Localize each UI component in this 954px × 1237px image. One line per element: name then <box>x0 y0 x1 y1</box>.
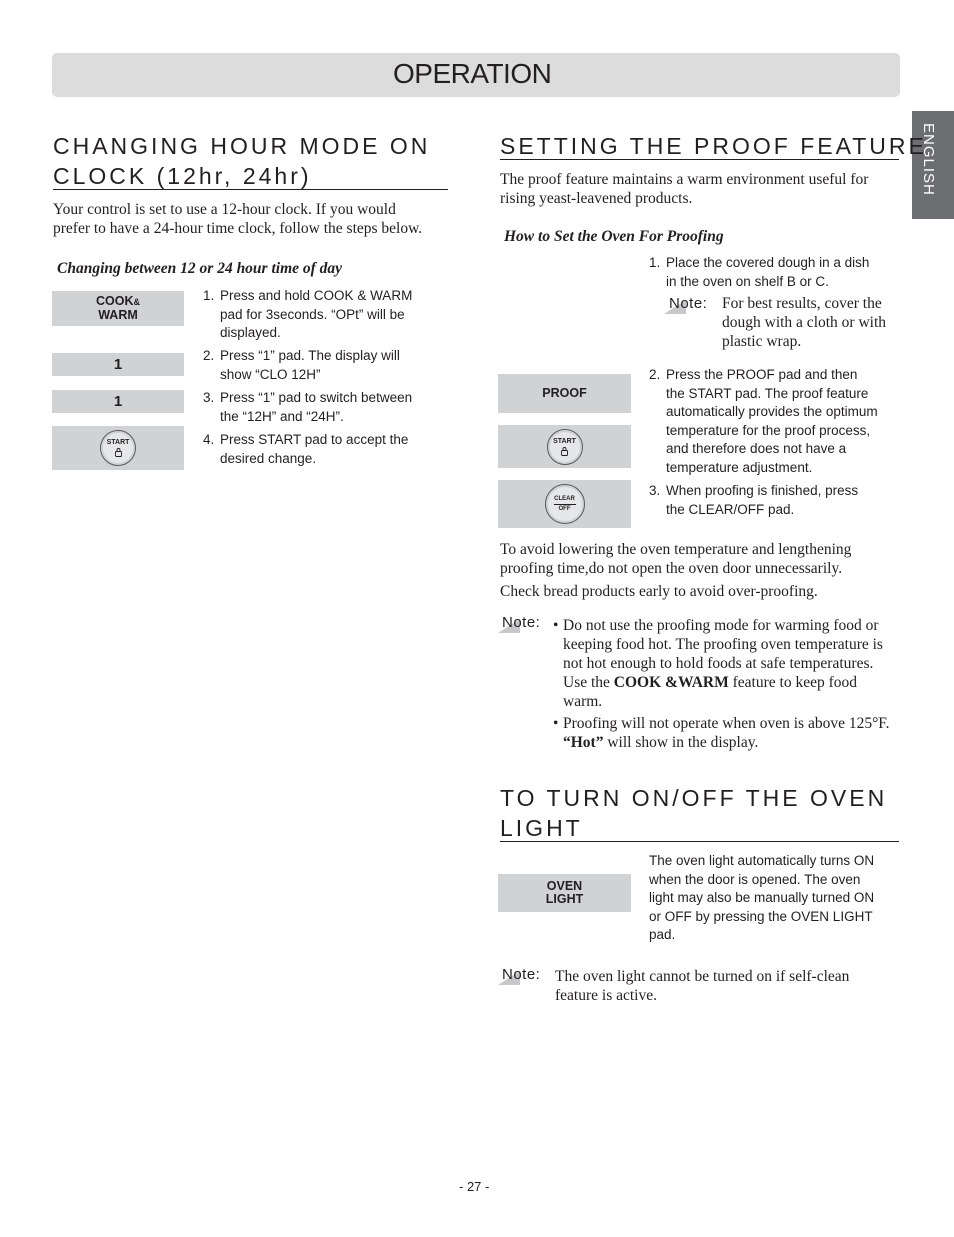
light-title-line1: TO TURN ON/OFF THE OVEN <box>500 785 888 811</box>
hour-step-1-line: displayed. <box>220 325 281 340</box>
proof-subheading: How to Set the Oven For Proofing <box>504 228 724 245</box>
off-label: OFF <box>558 505 571 512</box>
hour-step-4 <box>203 431 433 471</box>
oven-light-pad-label <box>546 880 584 906</box>
cook-amp-label: & <box>133 297 140 307</box>
hour-step-2 <box>203 347 433 387</box>
light-note-text <box>555 967 849 1005</box>
feature-text: feature to keep food <box>728 674 857 691</box>
proof-step-1-num: 1. <box>649 255 661 270</box>
hot-rest-text: will show in the display. <box>603 734 759 751</box>
page-number: - 27 - <box>459 1179 490 1194</box>
proof-pad-label: PROOF <box>542 386 587 400</box>
proof-note2-bullet1-line: warm. <box>563 693 603 710</box>
oven-light-pad[interactable] <box>498 874 631 912</box>
proof-step-2-line: temperature for the proof process, <box>666 422 871 438</box>
hot-bold: “Hot” <box>563 734 604 751</box>
proof-note1-line: dough with a cloth or with <box>722 314 887 331</box>
proof-title: SETTING THE PROOF FEATURE <box>500 133 927 159</box>
proof-note1-text <box>722 294 886 351</box>
proof-note1-line: For best results, cover the <box>722 295 882 312</box>
proof-note2-mark: Note: <box>502 614 541 631</box>
proof-note2-bullet1-text <box>553 616 903 711</box>
proof-rule <box>500 159 899 160</box>
proof-step-2-line: and therefore does not have a <box>666 441 847 456</box>
proof-note1-line: plastic wrap. <box>722 333 802 350</box>
oven-label: OVEN <box>546 879 583 893</box>
hour-step-1-text <box>220 287 412 343</box>
number-one-pad[interactable] <box>52 353 184 376</box>
proof-step-3-text <box>666 482 858 519</box>
light-desc-line: or OFF by pressing the OVEN LIGHT <box>649 908 873 924</box>
cook-label: COOK <box>96 294 134 308</box>
proof-note2-bullet1-line: not hot enough to hold foods at safe temperatures. <box>563 655 874 672</box>
clear-off-button-circle[interactable] <box>545 484 585 524</box>
clear-off-pad[interactable] <box>498 480 631 528</box>
lock-icon <box>560 446 569 456</box>
hour-step-1-num: 1. <box>203 288 215 303</box>
cook-warm-pad[interactable] <box>52 291 184 326</box>
proof-step-2-num: 2. <box>649 367 661 382</box>
proof-note1-mark: Note: <box>669 295 708 312</box>
start-button-circle[interactable] <box>100 430 136 466</box>
hour-mode-rule <box>53 189 448 190</box>
light-note-line: The oven light cannot be turned on if self-clean <box>555 968 850 985</box>
number-one-label-second: 1 <box>113 393 123 410</box>
use-the-text: Use the <box>563 674 614 691</box>
proof-note2-bullet1-line: keeping food hot. The proofing oven temperature is <box>563 636 883 653</box>
proof-step-1 <box>649 254 894 294</box>
proof-note2-bullet2-text <box>553 714 903 752</box>
proof-intro-line2: rising yeast-leavened products. <box>500 190 693 207</box>
proof-para1-line2: proofing time,do not open the oven door unnecessarily. <box>500 560 843 577</box>
start-pad-proof[interactable] <box>498 425 631 468</box>
proof-step-2-line: automatically provides the optimum <box>666 404 878 419</box>
start-label-proof: START <box>553 437 576 445</box>
hour-step-4-line: Press START pad to accept the <box>220 432 409 447</box>
hour-step-2-line: Press “1” pad. The display will <box>220 348 400 363</box>
proof-note2-bullet1 <box>553 616 903 711</box>
proof-step-1-line: in the oven on shelf B or C. <box>666 273 829 289</box>
light-desc-line: light may also be manually turned ON <box>649 890 875 905</box>
proof-note2-bullet1-line: Do not use the proofing mode for warming food or <box>563 617 879 634</box>
hour-step-2-num: 2. <box>203 348 215 363</box>
language-label: ENGLISH <box>920 123 937 196</box>
number-one-label: 1 <box>113 356 123 373</box>
hour-step-1 <box>203 287 433 345</box>
proof-step-3-num: 3. <box>649 483 661 498</box>
cook-warm-pad-label <box>96 295 140 322</box>
proof-step-2 <box>649 366 897 478</box>
hour-step-1-line: pad for 3seconds. “OPt” will be <box>220 306 405 322</box>
proof-step-2-text <box>666 366 878 477</box>
clear-off-divider <box>554 504 576 505</box>
proof-note2-bullet1-line <box>563 673 903 692</box>
hour-step-1-line: Press and hold COOK & WARM <box>220 288 413 303</box>
hour-step-4-text <box>220 431 408 468</box>
light-desc-line: pad. <box>649 927 676 942</box>
proof-intro-line1: The proof feature maintains a warm environment useful for <box>500 171 869 188</box>
hour-step-4-line: desired change. <box>220 450 317 466</box>
start-label: START <box>106 439 130 446</box>
proof-para1-line1: To avoid lowering the oven temperature and lengthening <box>500 541 852 558</box>
hour-mode-intro-line2: prefer to have a 24-hour time clock, follow the steps below. <box>53 220 423 237</box>
hour-mode-subheading: Changing between 12 or 24 hour time of day <box>57 260 343 277</box>
proof-step-2-line: the START pad. The proof feature <box>666 385 869 401</box>
hour-step-3-num: 3. <box>203 390 215 405</box>
page-title: OPERATION <box>393 58 552 89</box>
proof-step-1-line: Place the covered dough in a dish <box>666 255 870 270</box>
bullet-icon: • <box>553 715 559 732</box>
light-desc-line: The oven light automatically turns ON <box>649 853 875 868</box>
hour-mode-title-line1: CHANGING HOUR MODE ON <box>53 133 431 159</box>
warm-label: WARM <box>98 308 138 322</box>
proof-step-3-line: the CLEAR/OFF pad. <box>666 501 795 517</box>
hour-step-2-text <box>220 347 400 384</box>
hour-step-2-line: show “CLO 12H” <box>220 366 321 382</box>
light-title-line2: LIGHT <box>500 815 583 841</box>
hour-mode-intro-line1: Your control is set to use a 12-hour clock. If you would <box>53 201 396 218</box>
light-label: LIGHT <box>545 892 584 906</box>
proof-note2-bullet2 <box>553 714 903 752</box>
proof-step-1-text <box>666 254 869 291</box>
hour-step-3-text <box>220 389 412 426</box>
proof-step-2-line: temperature adjustment. <box>666 459 813 475</box>
proof-step-2-line: Press the PROOF pad and then <box>666 367 858 382</box>
number-one-pad-second[interactable] <box>52 390 184 413</box>
light-desc-line: when the door is opened. The oven <box>649 871 861 887</box>
start-pad[interactable] <box>52 426 184 470</box>
hour-step-3-line: the “12H” and “24H”. <box>220 408 344 424</box>
language-tab <box>912 111 954 219</box>
proof-note2-bullet2-line: Proofing will not operate when oven is above 125°F. <box>563 715 890 732</box>
clear-label: CLEAR <box>554 495 575 502</box>
lock-icon <box>114 447 123 457</box>
hour-mode-title-line2: CLOCK (12hr, 24hr) <box>53 163 312 189</box>
hour-step-3 <box>203 389 433 429</box>
hour-step-3-line: Press “1” pad to switch between <box>220 390 413 405</box>
cook-warm-bold: COOK &WARM <box>613 674 729 691</box>
proof-para2: Check bread products early to avoid over-proofing. <box>500 583 818 600</box>
light-note-mark: Note: <box>502 966 541 983</box>
proof-step-3 <box>649 482 897 522</box>
proof-step-3-line: When proofing is finished, press <box>666 483 859 498</box>
start-button-circle-proof[interactable] <box>547 429 583 465</box>
hour-step-4-num: 4. <box>203 432 215 447</box>
proof-pad[interactable] <box>498 374 631 413</box>
light-note-line: feature is active. <box>555 987 657 1004</box>
bullet-icon: • <box>553 617 559 634</box>
proof-note2-bullet2-line <box>563 733 903 752</box>
light-description <box>649 852 899 945</box>
light-rule <box>500 841 899 842</box>
